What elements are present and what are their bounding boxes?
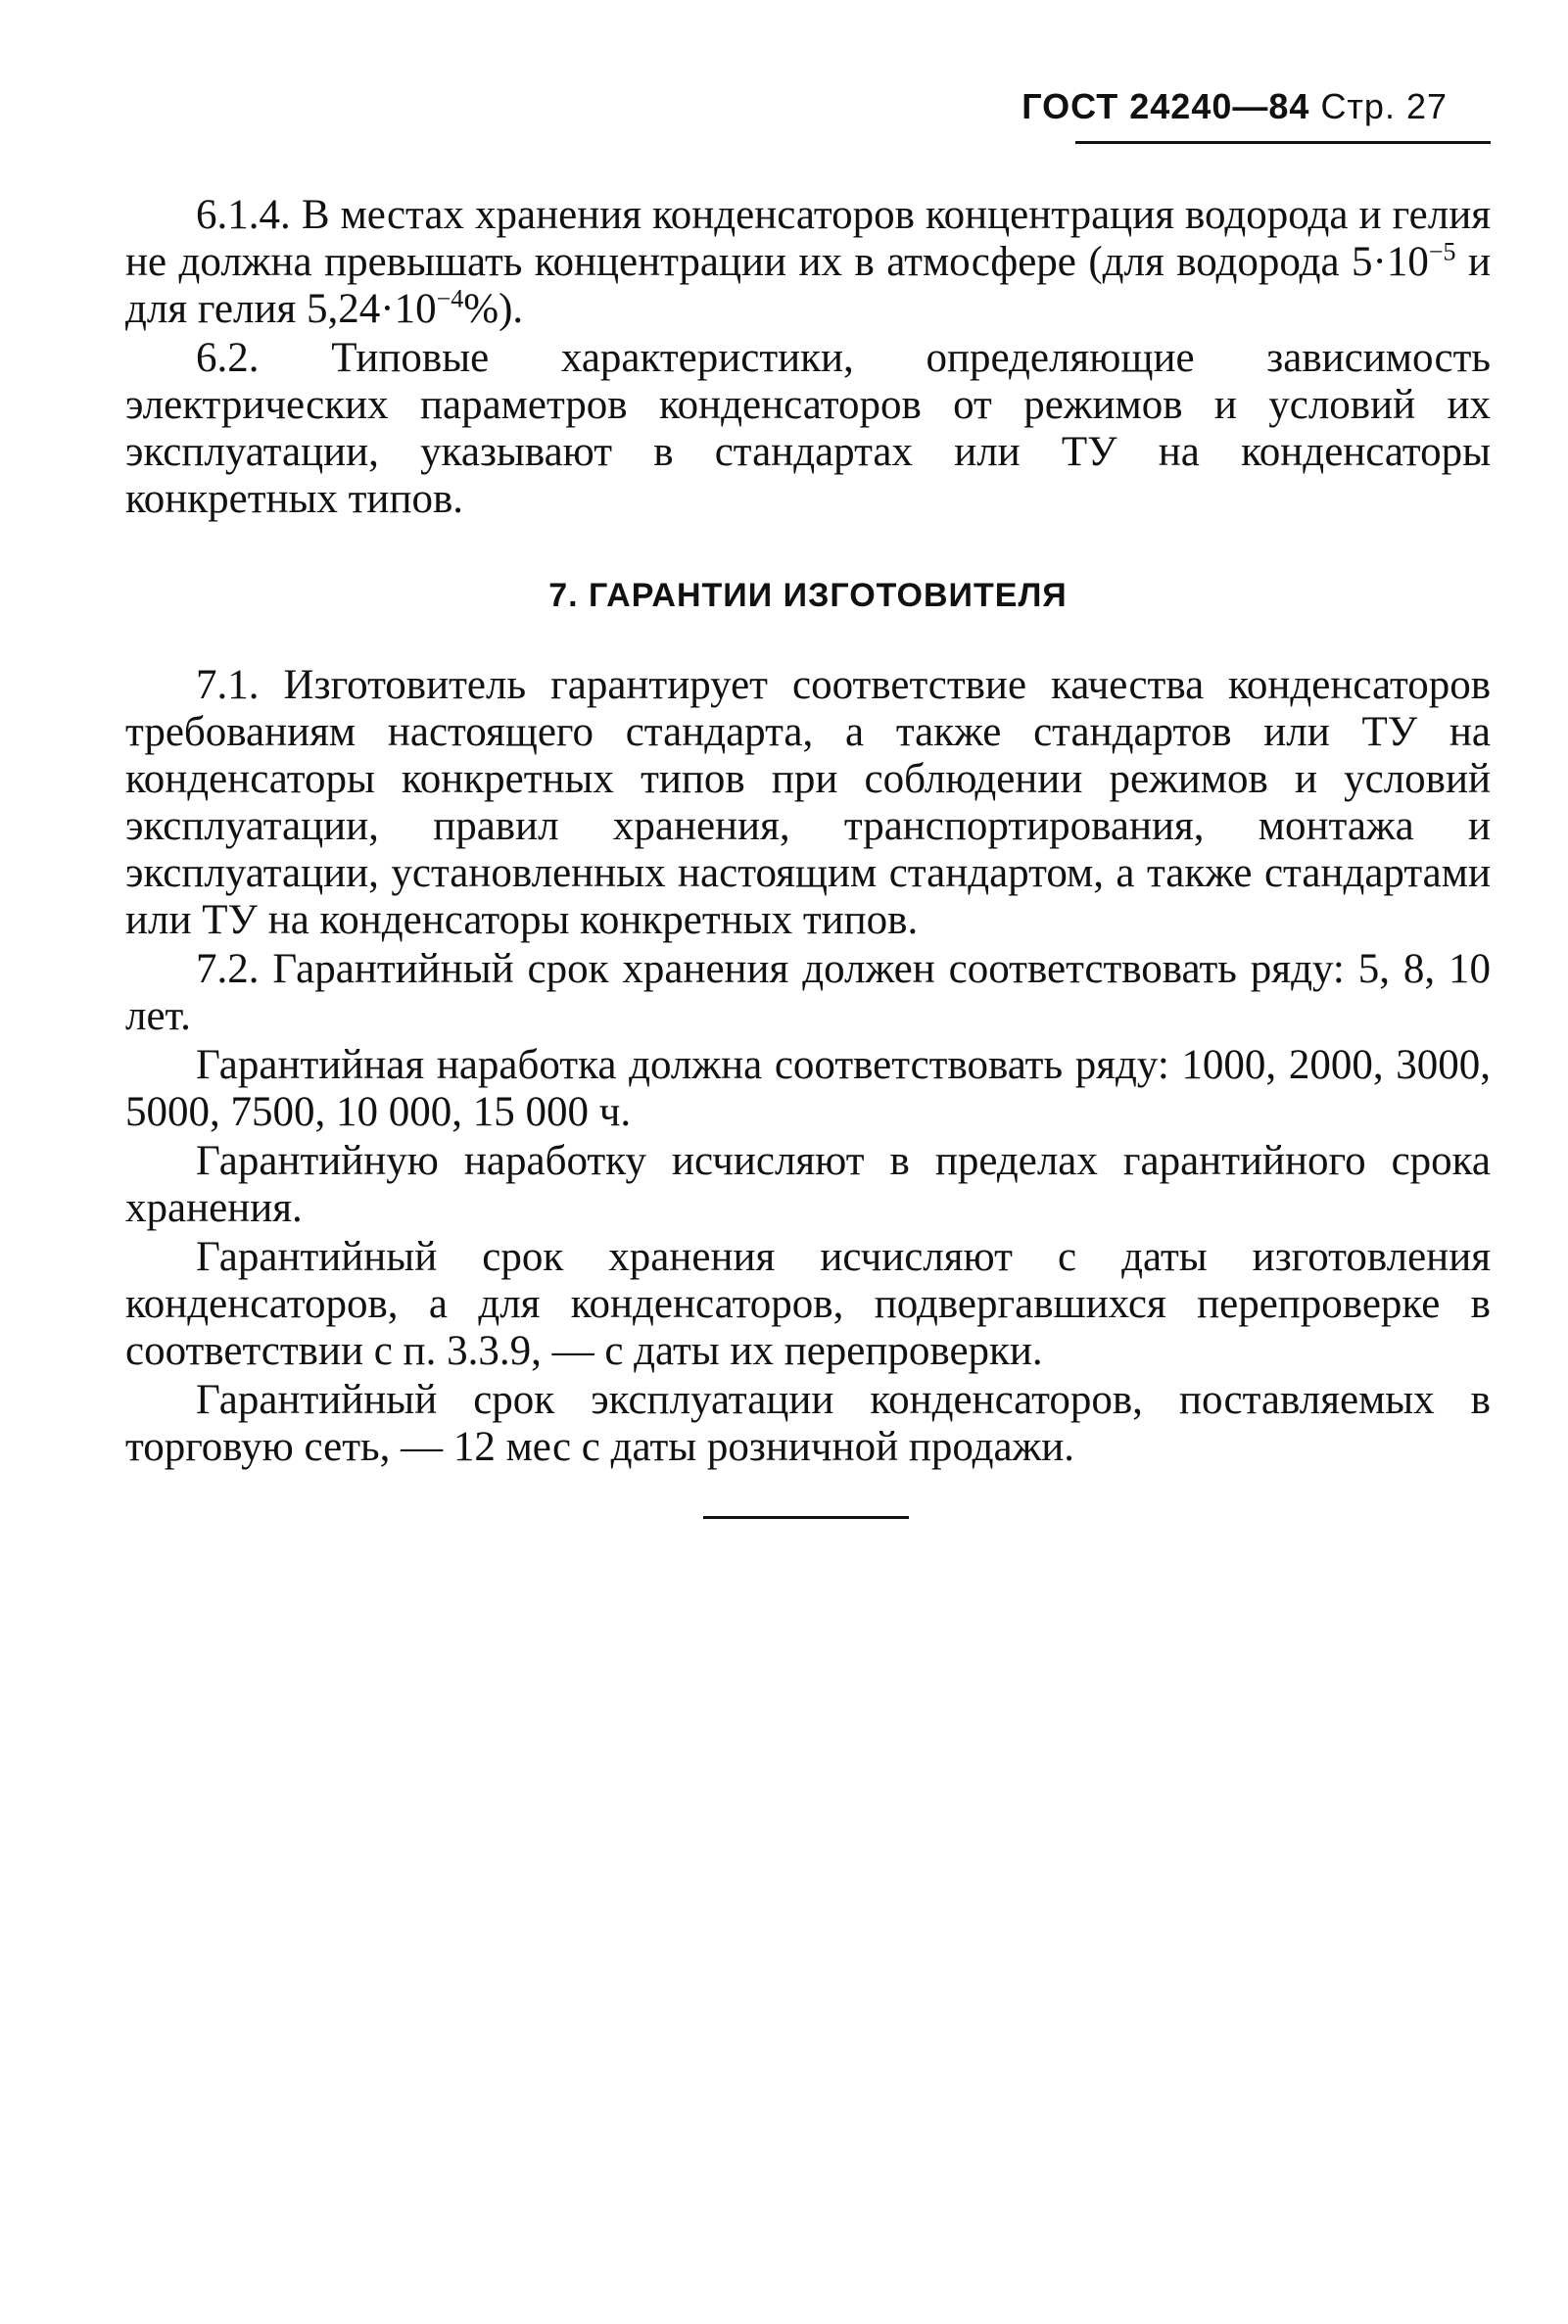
paragraph-storage-period-calculation: Гарантийный срок хранения исчисляют с даты изготовления конденсаторов, а для конденсаторов, подвергавшихся перепроверке в соответствии с п. 3.3.9, — с даты их перепроверки. (125, 1234, 1491, 1374)
paragraph-warranty-calculation: Гарантийную наработку исчисляют в пределах гарантийного срока хранения. (125, 1138, 1491, 1231)
end-rule (703, 1516, 909, 1519)
paragraph-retail-warranty: Гарантийный срок эксплуатации конденсаторов, поставляемых в торговую сеть, — 12 мес с даты розничной продажи. (125, 1377, 1491, 1470)
paragraph-6-1-4 (125, 192, 1491, 333)
paragraph-7-1: 7.1. Изготовитель гарантирует соответствие качества конденсаторов требованиям настоящего стандарта, а также стандартов или ТУ на конденсаторы конкретных типов при соблюдении режимов и условий эксплуатации, правил хранения, транспортирования, монтажа и эксплуатации, установленных настоящим стандартом, а также стандартами или ТУ на конденсаторы конкретных типов. (125, 662, 1491, 943)
document-body (125, 192, 1491, 1473)
paragraph-6-1-4-end: %). (463, 286, 524, 332)
paragraph-6-2: 6.2. Типовые характеристики, определяющие зависимость электрических параметров конденсаторов от режимов и условий их эксплуатации, указывают в стандартах или ТУ на конденсаторы конкретных типов. (125, 335, 1491, 522)
paragraph-warranty-operating-time: Гарантийная наработка должна соответствовать ряду: 1000, 2000, 3000, 5000, 7500, 10 000, 15 000 ч. (125, 1042, 1491, 1135)
page-header (1022, 86, 1448, 127)
section-7-title: 7. ГАРАНТИИ ИЗГОТОВИТЕЛЯ (548, 577, 1068, 614)
paragraph-7-2: 7.2. Гарантийный срок хранения должен соответствовать ряду: 5, 8, 10 лет. (125, 946, 1491, 1039)
header-rule (1075, 141, 1491, 144)
page-number: Стр. 27 (1320, 86, 1448, 126)
paragraph-6-1-4-text: 6.1.4. В местах хранения конденсаторов концентрация водорода и гелия не должна превышать концентрации их в атмосфере (для водорода 5·10 (125, 192, 1491, 285)
hydrogen-exponent: −5 (1428, 237, 1456, 266)
standard-number: ГОСТ 24240—84 (1022, 86, 1310, 126)
paragraph-6-1-4-middle: и для гелия 5,24·10 (125, 239, 1491, 332)
helium-exponent: −4 (436, 284, 464, 313)
